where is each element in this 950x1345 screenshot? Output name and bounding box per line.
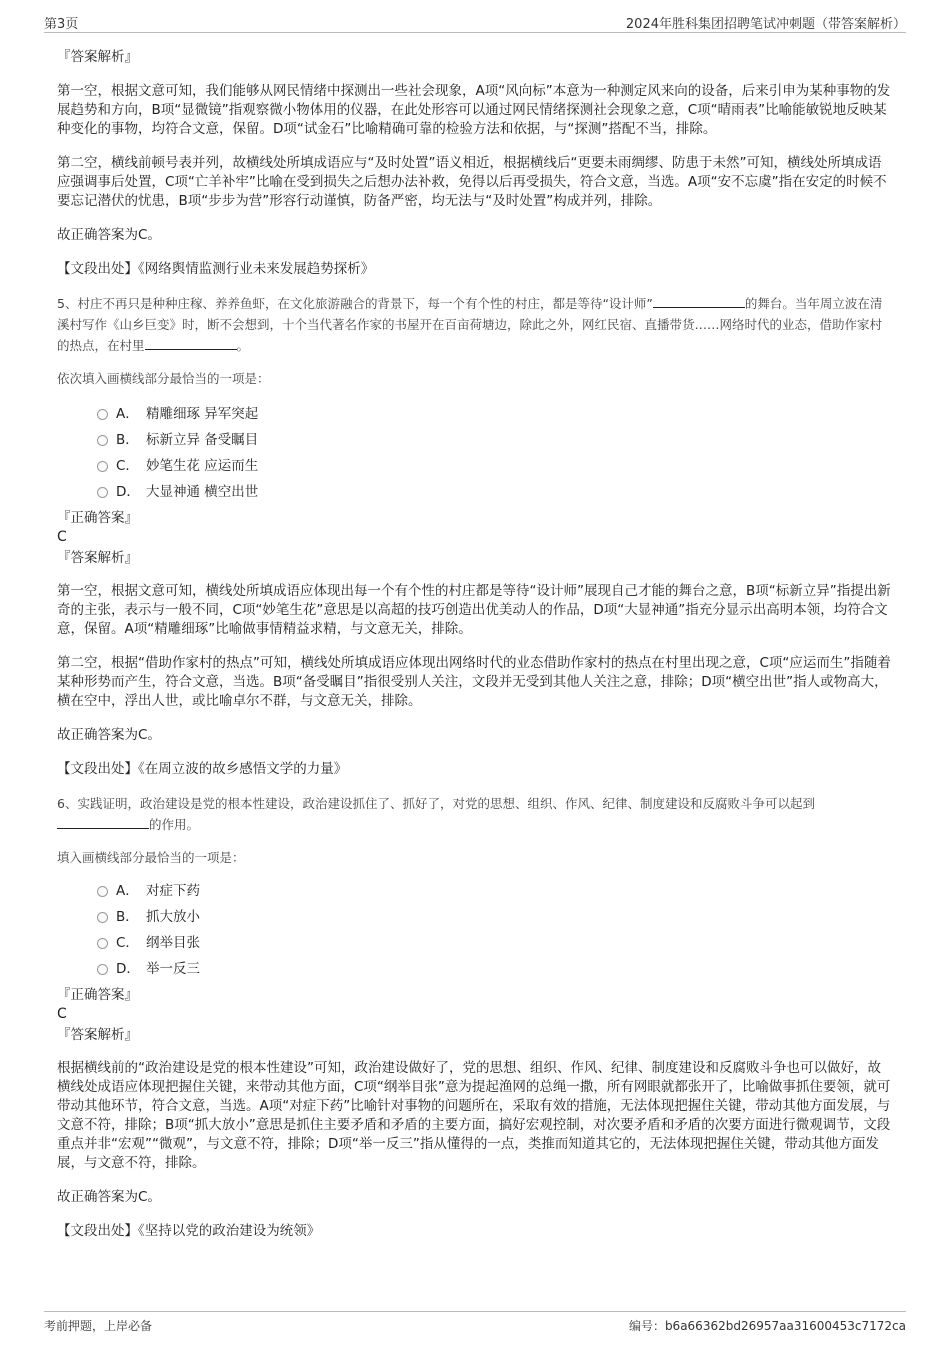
q5-option-a[interactable]: A． 精雕细琢 异军突起	[97, 401, 893, 427]
q6-conclusion: 故正确答案为C。	[57, 1189, 161, 1205]
radio-icon[interactable]	[97, 435, 108, 446]
radio-icon[interactable]	[97, 461, 108, 472]
q6-analysis-para1: 根据横线前的“政治建设是党的根本性建设”可知，政治建设做好了，党的思想、组织、作风、纪律、制度建设和反腐败斗争也可以做好，故横线处成语应体现把握住关键，来带动其他方面，C项“纲举目张”意为提起渔网的总绳一撒，所有网眼就都张开了，比喻做事抓住要领，就可带动其他环节，符合文意，当选。A项“对症下药”比喻针对事物的问题所在，采取有效的措施，无法体现把握住关键，带动其他方面发展，与文意不符，排除；B项“抓大放小”意思是抓住主要矛盾和矛盾的主要方面，搞好宏观控制，对次要矛盾和矛盾的次要方面进行微观调节，文段重点并非“宏观”“微观”，与文意不符，排除；D项“举一反三”指从懂得的一点，类推而知道其它的，无法体现把握住关键，带动其他方面发展，与文意不符，排除。	[57, 1060, 891, 1171]
q6-correct-tag: 『正确答案』	[57, 987, 138, 1003]
q6-analysis-tag: 『答案解析』	[57, 1027, 138, 1043]
q5-conclusion: 故正确答案为C。	[57, 727, 161, 743]
radio-icon[interactable]	[97, 886, 108, 897]
q4-conclusion: 故正确答案为C。	[57, 227, 161, 243]
footer-id: 编号：b6a66362bd26957aa31600453c7172ca	[628, 1319, 906, 1333]
page-header	[44, 10, 906, 33]
q6-stem: 6、实践证明，政治建设是党的根本性建设，政治建设抓住了、抓好了，对党的思想、组织、作风、纪律、制度建设和反腐败斗争可以起到 的作用。	[57, 796, 815, 832]
q4-analysis-tag: 『答案解析』	[57, 49, 138, 65]
q6-options	[57, 878, 893, 982]
radio-icon[interactable]	[97, 409, 108, 420]
q5-analysis-para2: 第二空，根据“借助作家村的热点”可知，横线处所填成语应体现出网络时代的业态借助作家村的热点在村里出现之意，C项“应运而生”指随着某种形势而产生，符合文意，当选。B项“备受瞩目”指很受别人关注，文段并无受到其他人关注之意，排除；D项“横空出世”指人或物高大，横在空中，浮出人世，或比喻卓尔不群，与文意无关，排除。	[57, 655, 891, 709]
q5-blank-1	[653, 295, 745, 308]
q6-option-d[interactable]: D． 举一反三	[97, 956, 893, 982]
q5-option-c[interactable]: C． 妙笔生花 应运而生	[97, 453, 893, 479]
q5-correct-answer: C	[57, 529, 67, 545]
q4-analysis-para2: 第二空，横线前顿号表并列，故横线处所填成语应与“及时处置”语义相近，根据横线后“更要未雨绸缪、防患于未然”可知，横线处所填成语应强调事后处置，C项“亡羊补牢”比喻在受到损失之后想办法补救，免得以后再受损失，符合文意，当选。A项“安不忘虞”指在安定的时候不要忘记潜伏的忧患，B项“步步为营”形容行动谨慎，防备严密，均无法与“及时处置”构成并列，排除。	[57, 155, 887, 209]
q5-correct-tag: 『正确答案』	[57, 510, 138, 526]
page-content	[57, 44, 893, 1241]
q5-source: 【文段出处】《在周立波的故乡感悟文学的力量》	[57, 761, 348, 777]
q5-options	[57, 401, 893, 505]
q6-option-b[interactable]: B． 抓大放小	[97, 904, 893, 930]
q6-instruction: 填入画横线部分最恰当的一项是：	[57, 850, 245, 865]
radio-icon[interactable]	[97, 912, 108, 923]
q5-analysis-tag: 『答案解析』	[57, 550, 138, 566]
radio-icon[interactable]	[97, 964, 108, 975]
q5-option-b[interactable]: B． 标新立异 备受瞩目	[97, 427, 893, 453]
q4-analysis-para1: 第一空，根据文意可知，我们能够从网民情绪中探测出一些社会现象，A项“风向标”本意为一种测定风来向的设备，后来引申为某种事物的发展趋势和方向，B项“显微镜”指观察微小物体用的仪器，在此处形容可以通过网民情绪探测社会现象之意，C项“晴雨表”比喻能敏锐地反映某种变化的事物，均符合文意，保留。D项“试金石”比喻精确可靠的检验方法和依据，与“探测”搭配不当，排除。	[57, 83, 891, 137]
q5-stem: 5、村庄不再只是种种庄稼、养养鱼虾，在文化旅游融合的背景下，每一个有个性的村庄，都是等待“设计师” 的舞台。当年周立波在清溪村写作《山乡巨变》时，断不会想到，十个当代著名作家的书屋开在百亩荷塘边，除此之外，网红民宿、直播带货……网络时代的业态，借助作家村的热点，在村里 。	[57, 296, 883, 353]
q5-option-d[interactable]: D． 大显神通 横空出世	[97, 479, 893, 505]
q5-instruction: 依次填入画横线部分最恰当的一项是：	[57, 371, 270, 386]
q6-option-a[interactable]: A． 对症下药	[97, 878, 893, 904]
q6-correct-answer: C	[57, 1006, 67, 1022]
q5-blank-2	[145, 337, 237, 350]
q6-source: 【文段出处】《坚持以党的政治建设为统领》	[57, 1223, 321, 1239]
radio-icon[interactable]	[97, 938, 108, 949]
footer-slogan: 考前押题，上岸必备	[44, 1319, 153, 1333]
page-number: 第3页	[44, 17, 79, 32]
q6-blank	[57, 816, 149, 829]
q5-analysis-para1: 第一空，根据文意可知，横线处所填成语应体现出每一个有个性的村庄都是等待“设计师”展现自己才能的舞台之意，B项“标新立异”指提出新奇的主张，表示与一般不同，C项“妙笔生花”意思是以高超的技巧创造出优美动人的作品，D项“大显神通”指充分显示出高明本领，均符合文意，保留。A项“精雕细琢”比喻做事情精益求精，与文意无关，排除。	[57, 583, 891, 637]
q4-source: 【文段出处】《网络舆情监测行业未来发展趋势探析》	[57, 261, 375, 277]
page-footer	[44, 1311, 906, 1334]
q6-option-c[interactable]: C． 纲举目张	[97, 930, 893, 956]
document-title: 2024年胜科集团招聘笔试冲刺题（带答案解析）	[625, 17, 906, 32]
radio-icon[interactable]	[97, 487, 108, 498]
